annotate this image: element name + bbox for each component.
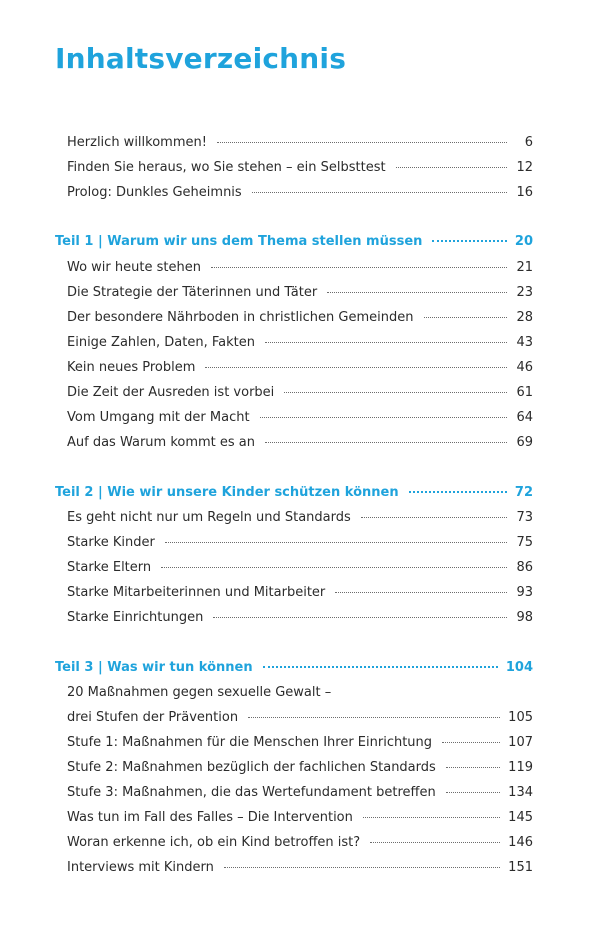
toc-entry[interactable] xyxy=(67,809,533,827)
toc-part-title: Teil 1 | Warum wir uns dem Thema stellen müssen xyxy=(55,234,423,249)
leader-dots xyxy=(446,792,500,793)
toc-entry-page: 61 xyxy=(516,385,533,400)
leader-dots xyxy=(248,717,500,718)
leader-dots xyxy=(217,142,507,143)
leader-dots xyxy=(361,517,507,518)
toc-part-title: Teil 3 | Was wir tun können xyxy=(55,660,253,675)
toc-part-heading[interactable] xyxy=(55,233,533,251)
toc-entry-page: 69 xyxy=(516,435,533,450)
toc-entry-page: 72 xyxy=(514,485,533,500)
toc-entry-page: 119 xyxy=(508,760,533,775)
toc-entry-title: Woran erkenne ich, ob ein Kind betroffen ist? xyxy=(67,835,361,850)
leader-dots xyxy=(370,842,500,843)
toc-entry-title: Vom Umgang mit der Macht xyxy=(67,410,250,425)
toc-entry[interactable] xyxy=(67,184,533,202)
leader-dots xyxy=(260,417,507,418)
toc-entry-page: 86 xyxy=(516,560,533,575)
toc-entry[interactable] xyxy=(67,759,533,777)
leader-dots xyxy=(265,442,507,443)
leader-dots xyxy=(432,240,506,242)
leader-dots xyxy=(265,342,507,343)
leader-dots xyxy=(213,617,507,618)
toc-entry-title: Starke Mitarbeiterinnen und Mitarbeiter xyxy=(67,585,326,600)
toc-entry[interactable] xyxy=(67,134,533,152)
toc-entry-page: 93 xyxy=(516,585,533,600)
page-title: Inhaltsverzeichnis xyxy=(55,42,347,75)
toc-entry-page: 75 xyxy=(516,535,533,550)
toc-entry[interactable] xyxy=(67,584,533,602)
toc-entry[interactable] xyxy=(67,359,533,377)
toc-entry-page: 46 xyxy=(516,360,533,375)
toc-entry-title: Auf das Warum kommt es an xyxy=(67,435,256,450)
toc-entry-title: Herzlich willkommen! xyxy=(67,135,207,150)
toc-entry-title: Wo wir heute stehen xyxy=(67,260,201,275)
leader-dots xyxy=(363,817,500,818)
toc-entry-title: Einige Zahlen, Daten, Fakten xyxy=(67,335,255,350)
toc-entry-page: 146 xyxy=(508,835,533,850)
leader-dots xyxy=(161,567,507,568)
toc-entry-title: Stufe 2: Maßnahmen bezüglich der fachlichen Standards xyxy=(67,760,436,775)
leader-dots xyxy=(446,767,500,768)
leader-dots xyxy=(224,867,500,868)
toc-entry[interactable] xyxy=(67,434,533,452)
toc-entry[interactable] xyxy=(67,509,533,527)
toc-entry-page: 107 xyxy=(508,735,533,750)
toc-entry-page: 134 xyxy=(508,785,533,800)
toc-entry[interactable] xyxy=(67,559,533,577)
toc-entry-title: Es geht nicht nur um Regeln und Standards xyxy=(67,510,351,525)
toc-entry[interactable] xyxy=(67,534,533,552)
toc-entry[interactable] xyxy=(67,834,533,852)
toc-entry[interactable] xyxy=(67,159,533,177)
toc-entry-title: Die Zeit der Ausreden ist vorbei xyxy=(67,385,275,400)
toc-entry-title: Der besondere Nährboden in christlichen Gemeinden xyxy=(67,310,414,325)
toc-entry-title: Finden Sie heraus, wo Sie stehen – ein Selbsttest xyxy=(67,160,386,175)
toc-entry-title: Prolog: Dunkles Geheimnis xyxy=(67,185,242,200)
toc-entry-title: Starke Eltern xyxy=(67,560,152,575)
leader-dots xyxy=(442,742,500,743)
toc-entry-first-line[interactable] xyxy=(67,684,533,702)
toc-part-title: Teil 2 | Wie wir unsere Kinder schützen können xyxy=(55,485,399,500)
toc-entry-page: 145 xyxy=(508,810,533,825)
leader-dots xyxy=(327,292,507,293)
toc-entry-page: 23 xyxy=(516,285,533,300)
toc-entry-title: Die Strategie der Täterinnen und Täter xyxy=(67,285,318,300)
toc-entry-page: 43 xyxy=(516,335,533,350)
toc-entry-title: Stufe 3: Maßnahmen, die das Wertefundament betreffen xyxy=(67,785,436,800)
toc-entry-page: 28 xyxy=(516,310,533,325)
toc-entry-page: 104 xyxy=(505,660,533,675)
leader-dots xyxy=(165,542,507,543)
toc-entry-page: 21 xyxy=(516,260,533,275)
toc-entry-title: Starke Einrichtungen xyxy=(67,610,204,625)
toc-entry-title: Was tun im Fall des Falles – Die Intervention xyxy=(67,810,353,825)
toc-entry[interactable] xyxy=(67,384,533,402)
toc-entry-title: Starke Kinder xyxy=(67,535,155,550)
leader-dots xyxy=(205,367,507,368)
toc-entry-title: 20 Maßnahmen gegen sexuelle Gewalt – xyxy=(67,685,332,700)
toc-entry[interactable] xyxy=(67,284,533,302)
toc-entry-page: 6 xyxy=(524,135,533,150)
toc-entry[interactable] xyxy=(67,409,533,427)
leader-dots xyxy=(284,392,507,393)
leader-dots xyxy=(263,666,498,668)
leader-dots xyxy=(424,317,508,318)
toc-entry-page: 20 xyxy=(514,234,533,249)
toc-entry-title: Kein neues Problem xyxy=(67,360,196,375)
toc-entry-title: drei Stufen der Prävention xyxy=(67,710,239,725)
toc-entry-page: 73 xyxy=(516,510,533,525)
toc-entry[interactable] xyxy=(67,709,533,727)
toc-entry-page: 12 xyxy=(516,160,533,175)
leader-dots xyxy=(211,267,507,268)
toc-entry-page: 98 xyxy=(516,610,533,625)
toc-entry-title: Stufe 1: Maßnahmen für die Menschen Ihrer Einrichtung xyxy=(67,735,433,750)
toc-entry[interactable] xyxy=(67,859,533,877)
leader-dots xyxy=(252,192,507,193)
leader-dots xyxy=(335,592,507,593)
toc-entry-page: 105 xyxy=(508,710,533,725)
toc-entry-page: 64 xyxy=(516,410,533,425)
toc-entry[interactable] xyxy=(67,259,533,277)
toc-entry[interactable] xyxy=(67,334,533,352)
toc-part-heading[interactable] xyxy=(55,659,533,677)
toc-entry-page: 16 xyxy=(516,185,533,200)
toc-entry[interactable] xyxy=(67,309,533,327)
toc-entry[interactable] xyxy=(67,784,533,802)
toc-part-heading[interactable] xyxy=(55,484,533,502)
leader-dots xyxy=(409,491,507,493)
leader-dots xyxy=(396,167,507,168)
toc-entry-title: Interviews mit Kindern xyxy=(67,860,214,875)
toc-entry[interactable] xyxy=(67,734,533,752)
toc-entry[interactable] xyxy=(67,609,533,627)
toc-entry-page: 151 xyxy=(508,860,533,875)
